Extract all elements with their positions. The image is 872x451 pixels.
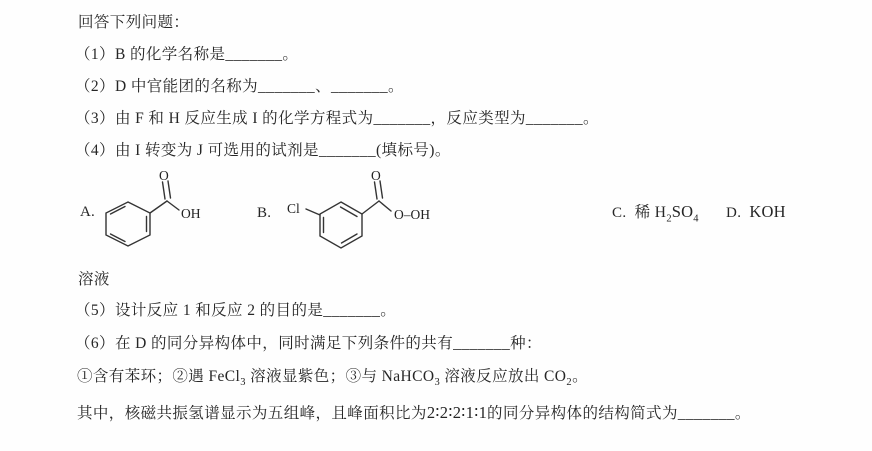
subscript: 4 <box>693 213 699 225</box>
option-d-formula: KOH <box>749 202 786 221</box>
carryover-text: 溶液 <box>78 271 110 288</box>
option-c-text: 稀 H <box>634 204 667 221</box>
condition-text: 溶液反应放出 CO <box>440 368 567 385</box>
option-c-formula: SO <box>671 202 694 221</box>
peak-area-ratio: 2∶2∶2∶1∶1 <box>426 403 488 422</box>
option-d <box>726 202 786 223</box>
question-2: （2）D 中官能团的名称为_______、_______。 <box>75 78 404 95</box>
option-d-label: D. <box>726 205 742 221</box>
option-c <box>612 202 699 223</box>
condition-text: ①含有苯环；②遇 FeCl <box>77 368 241 385</box>
ring-to-carbonyl-bond <box>362 201 379 214</box>
question-6: （6）在 D 的同分异构体中，同时满足下列条件的共有_______种： <box>75 335 542 352</box>
intro-line: 回答下列问题： <box>78 14 190 31</box>
option-a-label: A. <box>80 204 95 220</box>
option-b-label: B. <box>257 205 272 221</box>
carbonyl-double-bond <box>168 181 171 198</box>
oxygen-atom-label: O <box>159 168 169 183</box>
question-1: （1）B 的化学名称是_______。 <box>75 46 299 63</box>
chlorine-atom-label: Cl <box>287 201 300 216</box>
ring-double-bond <box>341 207 358 217</box>
benzene-ring <box>106 202 150 246</box>
ring-to-carbonyl-bond <box>150 201 167 213</box>
hydroxyl-group-label: OH <box>181 206 201 221</box>
question-5: （5）设计反应 1 和反应 2 的目的是_______。 <box>75 302 397 319</box>
c-oh-bond <box>167 201 179 210</box>
carbonyl-double-bond <box>375 182 378 199</box>
subscript: 2 <box>566 377 573 389</box>
question-3: （3）由 F 和 H 反应生成 I 的化学方程式为_______，反应类型为_______。 <box>75 110 599 127</box>
question-4: （4）由 I 转变为 J 可选用的试剂是_______(填标号)。 <box>75 142 451 159</box>
subscript: 2 <box>666 213 672 225</box>
subscript: 3 <box>240 377 246 389</box>
c-peroxy-bond <box>379 201 391 211</box>
carbonyl-double-bond <box>380 181 383 198</box>
chloroperoxybenzoic-acid-structure <box>276 168 448 264</box>
nmr-text: 的同分异构体的结构简式为_______。 <box>487 405 751 422</box>
condition-text: 。 <box>572 368 588 385</box>
nmr-question-line <box>77 403 751 424</box>
oxygen-atom-label: O <box>371 168 381 183</box>
cl-ring-bond <box>306 209 320 215</box>
nmr-text: 其中，核磁共振氢谱显示为五组峰，且峰面积比为 <box>77 405 427 422</box>
peroxy-hydroxyl-label: O–OH <box>394 207 430 222</box>
carbonyl-double-bond <box>163 182 166 199</box>
condition-text: 溶液显紫色；③与 NaHCO <box>245 368 435 385</box>
benzoic-acid-structure <box>95 168 215 264</box>
subscript: 3 <box>434 377 441 389</box>
benzene-ring <box>320 202 362 248</box>
conditions-line <box>77 368 588 387</box>
ring-double-bond <box>342 234 358 243</box>
option-c-label: C. <box>612 205 627 221</box>
